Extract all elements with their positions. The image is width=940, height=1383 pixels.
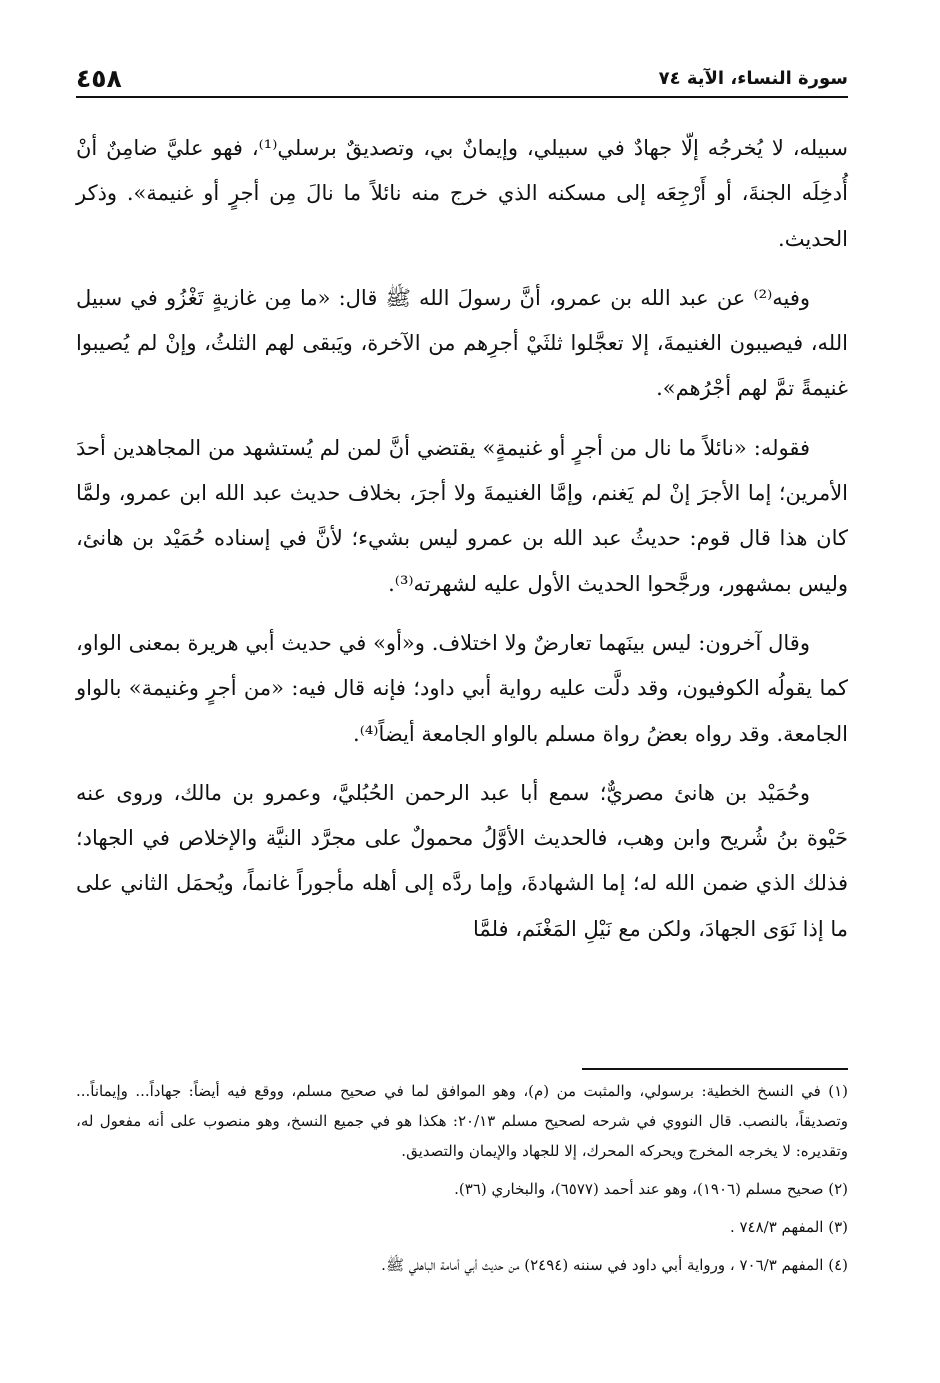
paragraph: وحُمَيْد بن هانئ مصريٌّ؛ سمع أبا عبد الرحمن الحُبُليَّ، وعمرو بن مالك، وروى عنه حَيْوة بنُ شُريح وابن وهب، فالحديث الأوَّلُ محمولٌ على مجرَّد النيَّة والإخلاص في الجهاد؛ فذلك الذي ضمن الله له؛ إما الشهادةَ، وإما ردَّه إلى أهله مأجوراً غانماً، ويُحمَل الثاني على ما إذا نَوَى الجهادَ، ولكن مع نَيْلِ المَغْنَم، فلمَّا: [76, 780, 848, 941]
header-rule: [76, 96, 848, 98]
paragraph: وفيه⁽²⁾ عن عبد الله بن عمرو، أنَّ رسولَ الله ﷺ قال: «ما مِن غازيةٍ تَغْزُو في سبيل الله، فيصيبون الغنيمةَ، إلا تعجَّلوا ثلثَيْ أجرِهم من الآخرة، ويَبقى لهم الثلثُ، وإنْ لم يُصيبوا غنيمةً تمَّ لهم أجْرُهم».: [76, 285, 848, 401]
paragraph: وقال آخرون: ليس بينَهما تعارضٌ ولا اختلاف. و«أو» في حديث أبي هريرة بمعنى الواو، كما يقولُه الكوفيون، وقد دلَّت عليه رواية أبي داود؛ فإنه قال فيه: «من أجرٍ وغنيمة» بالواو الجامعة. وقد رواه بعضُ رواة مسلم بالواو الجامعة أيضاً⁽⁴⁾.: [76, 630, 848, 746]
footnote: (١) في النسخ الخطية: برسولي، والمثبت من (م)، وهو الموافق لما في صحيح مسلم، ووقع فيه أيضاً: جهاداً... وإيماناً... وتصديقاً، بالنصب. قال النووي في شرحه لصحيح مسلم ٢٠/١٣: هكذا هو في جميع النسخ، وهو منصوب على أنه مفعول له، وتقديره: لا يخرجه المخرج ويحركه المحرك، إلا للجهاد والإيمان والتصديق.: [76, 1082, 848, 1160]
page-header: [76, 58, 848, 98]
running-title: سورة النساء، الآية ٧٤: [658, 67, 848, 89]
main-text: [76, 126, 848, 966]
paragraph: سبيله، لا يُخرجُه إلّا جهادٌ في سبيلي، وإيمانٌ بي، وتصديقٌ برسلي⁽¹⁾، فهو عليَّ ضامِنٌ أنْ أُدخِلَه الجنةَ، أو أَرْجِعَه إلى مسكنه الذي خرج منه نائلاً ما نالَ مِن أجرٍ أو غنيمة». وذكر الحديث.: [76, 136, 848, 251]
page-number: ٤٥٨: [76, 63, 122, 93]
footnote: (٤) المفهم ٧٠٦/٣ ، ورواية أبي داود في سننه (٢٤٩٤) من حديث أبي أمامة الباهلي ﷺ.: [381, 1256, 848, 1274]
footnote-separator: [582, 1068, 848, 1070]
footnote: (٢) صحيح مسلم (١٩٠٦)، وهو عند أحمد (٦٥٧٧)، والبخاري (٣٦).: [454, 1180, 848, 1198]
footnote: (٣) المفهم ٧٤٨/٣ .: [729, 1218, 848, 1236]
paragraph: فقوله: «نائلاً ما نال من أجرٍ أو غنيمةٍ» يقتضي أنَّ لمن لم يُستشهد من المجاهدين أحدَ الأمرين؛ إما الأجرَ إنْ لم يَغنم، وإمَّا الغنيمةَ ولا أجرَ، بخلاف حديث عبد الله ابن عمرو، ولمَّا كان هذا قال قوم: حديثُ عبد الله بن عمرو ليس بشيء؛ لأنَّ في إسناده حُمَيْد بن هانئ، وليس بمشهور، ورجَّحوا الحديث الأول عليه لشهرته⁽³⁾.: [76, 435, 848, 596]
footnotes: [76, 1076, 848, 1288]
